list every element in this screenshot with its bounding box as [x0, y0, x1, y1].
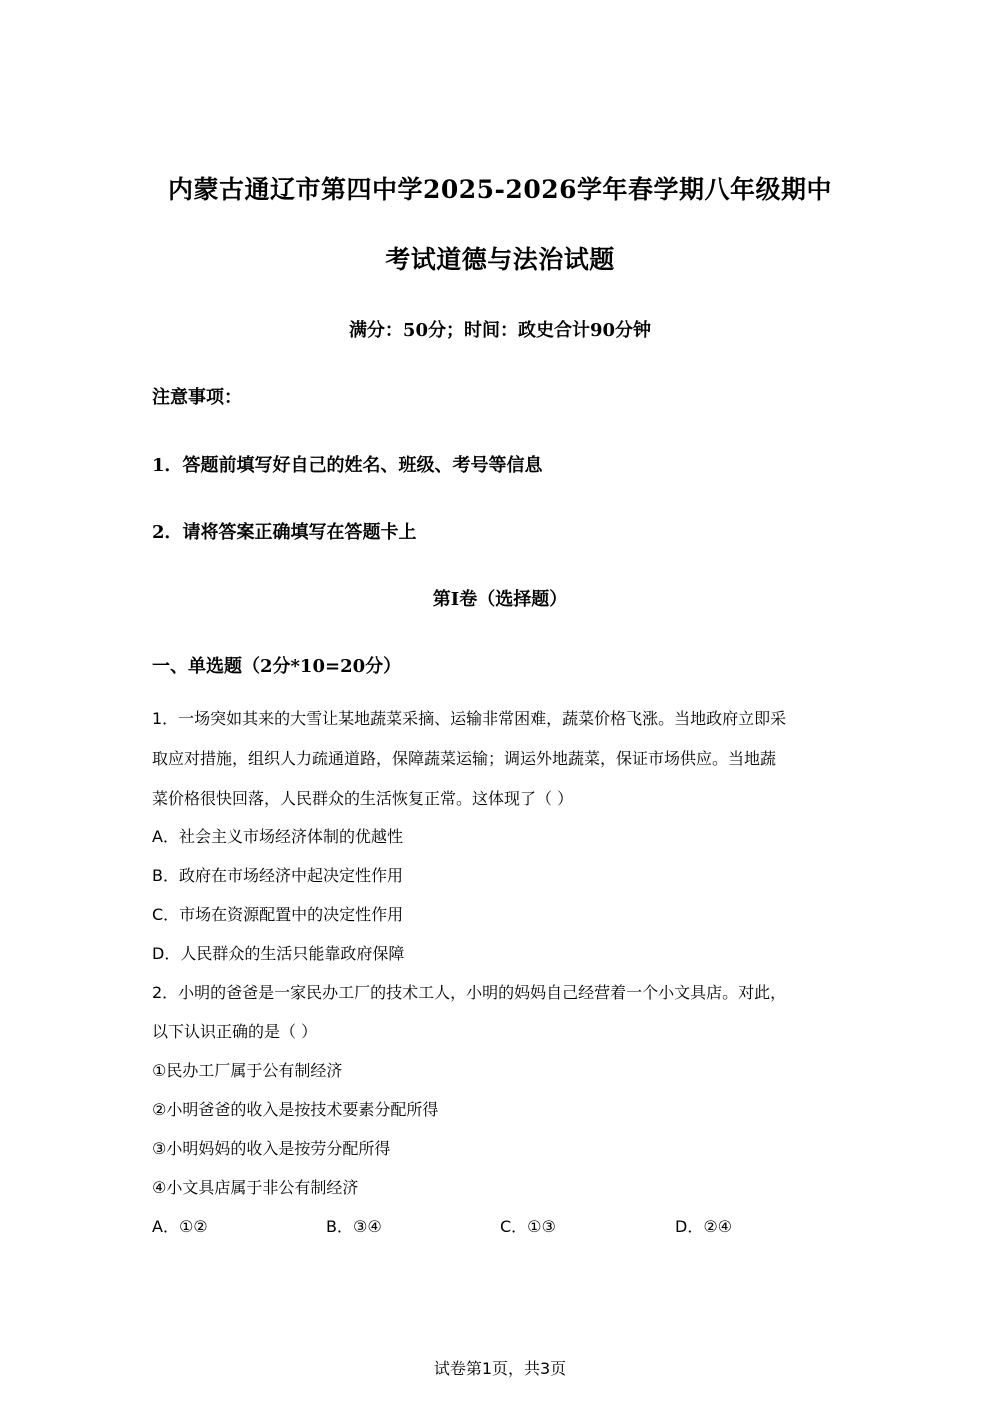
question-1-option-b: B．政府在市场经济中起决定性作用 [152, 866, 403, 885]
volume-title: 第I卷（选择题） [432, 589, 568, 610]
notice-item-1: 1．答题前填写好自己的姓名、班级、考号等信息 [152, 455, 543, 476]
question-2-stem-line-2: 以下认识正确的是（ ） [152, 1022, 318, 1041]
notice-item-2: 2．请将答案正确填写在答题卡上 [152, 522, 417, 543]
question-2-statement-1: ①民办工厂属于公有制经济 [152, 1061, 343, 1080]
exam-title-line-2: 考试道德与法治试题 [385, 245, 615, 274]
question-1-stem-line-3: 菜价格很快回落，人民群众的生活恢复正常。这体现了（ ） [152, 789, 574, 808]
question-2-option-b: B．③④ [326, 1217, 382, 1236]
question-1-option-a: A．社会主义市场经济体制的优越性 [152, 827, 403, 846]
notice-heading: 注意事项： [152, 387, 242, 408]
question-2-option-a: A．①② [152, 1217, 208, 1236]
question-1-option-d: D．人民群众的生活只能靠政府保障 [152, 944, 405, 963]
question-2-statement-3: ③小明妈妈的收入是按劳分配所得 [152, 1139, 391, 1158]
question-1-stem-line-1: 1．一场突如其来的大雪让某地蔬菜采摘、运输非常困难，蔬菜价格飞涨。当地政府立即采 [152, 709, 787, 728]
question-1-stem-line-2: 取应对措施，组织人力疏通道路，保障蔬菜运输；调运外地蔬菜，保证市场供应。当地蔬 [152, 749, 777, 768]
question-2-statement-4: ④小文具店属于非公有制经济 [152, 1178, 359, 1197]
exam-title-line-1: 内蒙古通辽市第四中学2025-2026学年春学期八年级期中 [167, 175, 833, 204]
score-time-info: 满分：50分；时间：政史合计90分钟 [348, 320, 652, 341]
question-2-statement-2: ②小明爸爸的收入是按技术要素分配所得 [152, 1100, 439, 1119]
page-footer: 试卷第1页，共3页 [433, 1359, 567, 1378]
part-title: 一、单选题（2分*10=20分） [152, 656, 402, 677]
question-2-option-d: D．②④ [675, 1217, 733, 1236]
question-2-stem-line-1: 2．小明的爸爸是一家民办工厂的技术工人，小明的妈妈自己经营着一个小文具店。对此， [152, 983, 787, 1002]
question-2-option-c: C．①③ [500, 1217, 556, 1236]
question-1-option-c: C．市场在资源配置中的决定性作用 [152, 905, 404, 924]
